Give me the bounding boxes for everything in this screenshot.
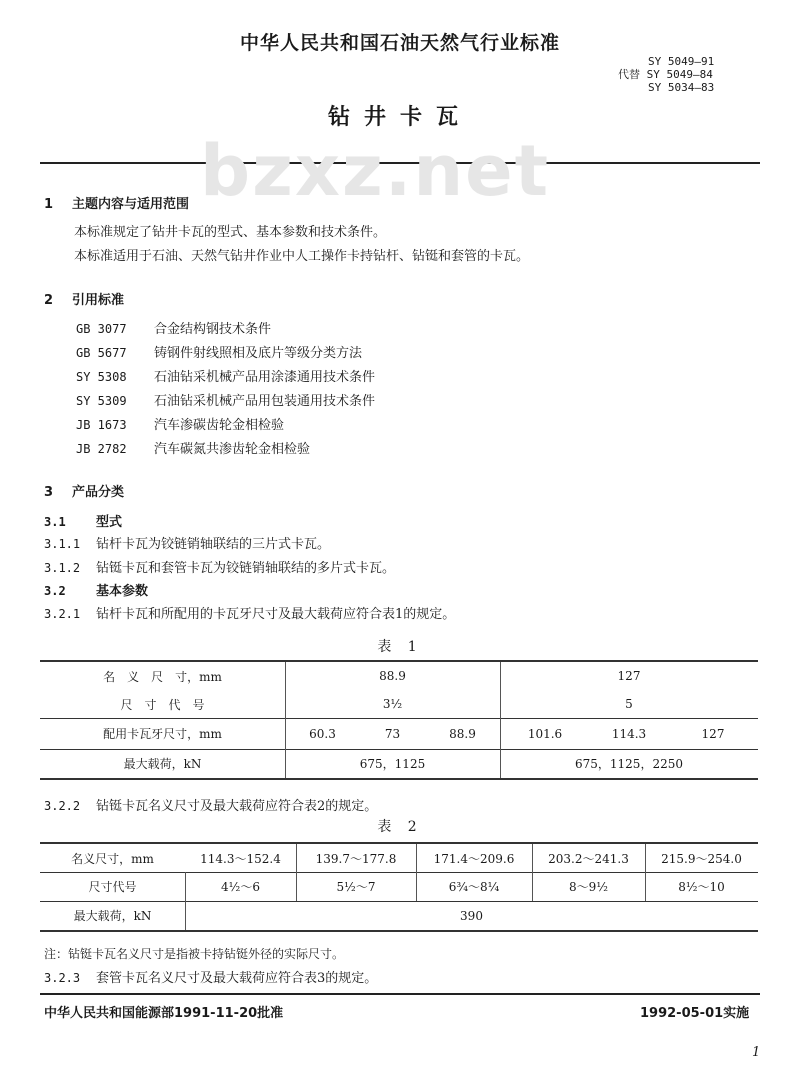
table-row bbox=[40, 662, 758, 690]
table-cell: 203.2～241.3 bbox=[548, 851, 629, 866]
table-row bbox=[40, 749, 758, 778]
reference-item bbox=[76, 390, 375, 409]
clause-number: 3.2.2 bbox=[44, 799, 81, 813]
section-title: 主题内容与适用范围 bbox=[72, 197, 190, 212]
table-cell: 73 bbox=[384, 726, 401, 741]
table-cell: 8～9½ bbox=[569, 880, 608, 894]
clause-text: 钻铤卡瓦名义尺寸及最大载荷应符合表2的规定。 bbox=[96, 799, 378, 814]
table-row bbox=[40, 901, 758, 930]
subsection-heading bbox=[44, 580, 148, 599]
table-1-bottom-rule bbox=[40, 778, 758, 780]
section-title: 产品分类 bbox=[72, 485, 125, 500]
standard-category-title: 中华人民共和国石油天然气行业标准 bbox=[239, 32, 560, 54]
reference-code: JB 1673 bbox=[76, 418, 127, 432]
table-cell: 171.4～209.6 bbox=[433, 851, 515, 866]
section-3-heading bbox=[44, 481, 124, 500]
table-row bbox=[40, 690, 758, 718]
table-cell: 127 bbox=[701, 726, 725, 741]
reference-code: GB 3077 bbox=[76, 322, 127, 336]
reference-title: 石油钻采机械产品用包装通用技术条件 bbox=[154, 394, 376, 409]
table-cell: 6¾～8¼ bbox=[448, 880, 500, 894]
clause-number: 3.2.1 bbox=[44, 607, 81, 621]
table-cell: 101.6 bbox=[527, 726, 563, 741]
table-cell: 215.9～254.0 bbox=[661, 851, 742, 866]
clause-text: 型式 bbox=[96, 515, 123, 530]
clause bbox=[44, 557, 395, 576]
section-number: 3 bbox=[44, 485, 54, 500]
section-number: 1 bbox=[44, 197, 54, 212]
table-row bbox=[40, 718, 758, 749]
table-cell: 8½～10 bbox=[678, 880, 725, 894]
reference-item bbox=[76, 438, 310, 457]
clause-text: 钻杆卡瓦为铰链销轴联结的三片式卡瓦。 bbox=[96, 537, 331, 552]
approval-line: 中华人民共和国能源部1991-11-20批准 bbox=[44, 1006, 284, 1021]
row-label: 名 义 尺 寸，mm bbox=[103, 669, 222, 684]
reference-item bbox=[76, 318, 271, 337]
table-cell: 390 bbox=[460, 908, 483, 923]
reference-title: 合金结构钢技术条件 bbox=[154, 322, 272, 337]
table-cell: 88.9 bbox=[449, 726, 476, 741]
table-1 bbox=[40, 662, 758, 778]
table-cell: 60.3 bbox=[309, 726, 336, 741]
clause-number: 3.2 bbox=[44, 584, 66, 598]
row-label: 最大载荷，kN bbox=[123, 757, 202, 771]
table-note: 注：钻铤卡瓦名义尺寸是指被卡持钻铤外径的实际尺寸。 bbox=[44, 947, 345, 961]
reference-title: 石油钻采机械产品用涂漆通用技术条件 bbox=[154, 370, 376, 385]
table-cell-group bbox=[285, 718, 500, 749]
clause-text: 钻杆卡瓦和所配用的卡瓦牙尺寸及最大载荷应符合表1的规定。 bbox=[96, 607, 456, 622]
subsection-heading bbox=[44, 511, 122, 530]
document-title: 钻井卡瓦 bbox=[327, 105, 472, 130]
table-cell: 675，1125，2250 bbox=[575, 757, 683, 771]
table-cell: 127 bbox=[617, 669, 641, 683]
reference-title: 汽车渗碳齿轮金相检验 bbox=[154, 418, 285, 433]
table-cell: 88.9 bbox=[379, 669, 406, 683]
table-cell: 5½～7 bbox=[336, 880, 376, 894]
footer-rule bbox=[40, 993, 760, 995]
replaces-code: 代替 SY 5049—84 bbox=[618, 68, 713, 81]
standard-code: SY 5049—91 bbox=[648, 55, 715, 68]
reference-code: GB 5677 bbox=[76, 346, 127, 360]
paragraph: 本标准适用于石油、天然气钻井作业中人工操作卡持钻杆、钻铤和套管的卡瓦。 bbox=[74, 249, 530, 264]
watermark: bzxz.net bbox=[200, 130, 551, 212]
reference-code: JB 2782 bbox=[76, 442, 127, 456]
reference-item bbox=[76, 414, 284, 433]
replaces-code: SY 5034—83 bbox=[648, 81, 715, 94]
table-cell-group bbox=[500, 718, 758, 749]
reference-title: 汽车碳氮共渗齿轮金相检验 bbox=[154, 442, 311, 457]
clause-text: 基本参数 bbox=[96, 584, 149, 599]
standard-codes bbox=[610, 55, 714, 94]
implementation-date: 1992-05-01实施 bbox=[640, 1006, 750, 1021]
reference-title: 铸钢件射线照相及底片等级分类方法 bbox=[154, 346, 363, 361]
table-row bbox=[40, 844, 758, 872]
clause-text: 套管卡瓦名义尺寸及最大载荷应符合表3的规定。 bbox=[96, 971, 378, 986]
row-label: 配用卡瓦牙尺寸，mm bbox=[103, 727, 222, 741]
reference-item bbox=[76, 342, 362, 361]
table-2-caption: 表 2 bbox=[377, 819, 423, 835]
clause bbox=[44, 967, 377, 986]
page-number: 1 bbox=[752, 1045, 761, 1060]
clause-number: 3.1.2 bbox=[44, 561, 81, 575]
reference-item bbox=[76, 366, 375, 385]
table-2 bbox=[40, 844, 758, 930]
table-cell: 5 bbox=[625, 697, 633, 711]
row-label: 尺 寸 代 号 bbox=[120, 697, 205, 712]
paragraph: 本标准规定了钻井卡瓦的型式、基本参数和技术条件。 bbox=[74, 225, 387, 240]
clause-number: 3.1 bbox=[44, 515, 66, 529]
row-label: 最大载荷，kN bbox=[73, 909, 152, 923]
table-cell: 114.3 bbox=[611, 726, 647, 741]
table-1-caption: 表 1 bbox=[377, 639, 423, 655]
section-number: 2 bbox=[44, 293, 54, 308]
clause-text: 钻铤卡瓦和套管卡瓦为铰链销轴联结的多片式卡瓦。 bbox=[96, 561, 396, 576]
table-cell: 114.3～152.4 bbox=[200, 851, 281, 866]
section-2-heading bbox=[44, 289, 124, 308]
row-label: 尺寸代号 bbox=[88, 880, 137, 894]
clause-number: 3.1.1 bbox=[44, 537, 81, 551]
row-label: 名义尺寸，mm bbox=[71, 851, 154, 866]
table-cell: 4½～6 bbox=[221, 880, 260, 894]
clause bbox=[44, 533, 330, 552]
section-1-heading bbox=[44, 193, 189, 212]
table-row bbox=[40, 872, 758, 901]
table-cell: 675，1125 bbox=[359, 757, 426, 771]
reference-code: SY 5308 bbox=[76, 370, 127, 384]
clause bbox=[44, 603, 455, 622]
table-cell: 3½ bbox=[382, 697, 403, 711]
clause bbox=[44, 795, 377, 814]
clause-number: 3.2.3 bbox=[44, 971, 81, 985]
table-cell: 139.7～177.8 bbox=[315, 851, 397, 866]
section-title: 引用标准 bbox=[72, 293, 125, 308]
table-2-bottom-rule bbox=[40, 930, 758, 932]
reference-code: SY 5309 bbox=[76, 394, 127, 408]
